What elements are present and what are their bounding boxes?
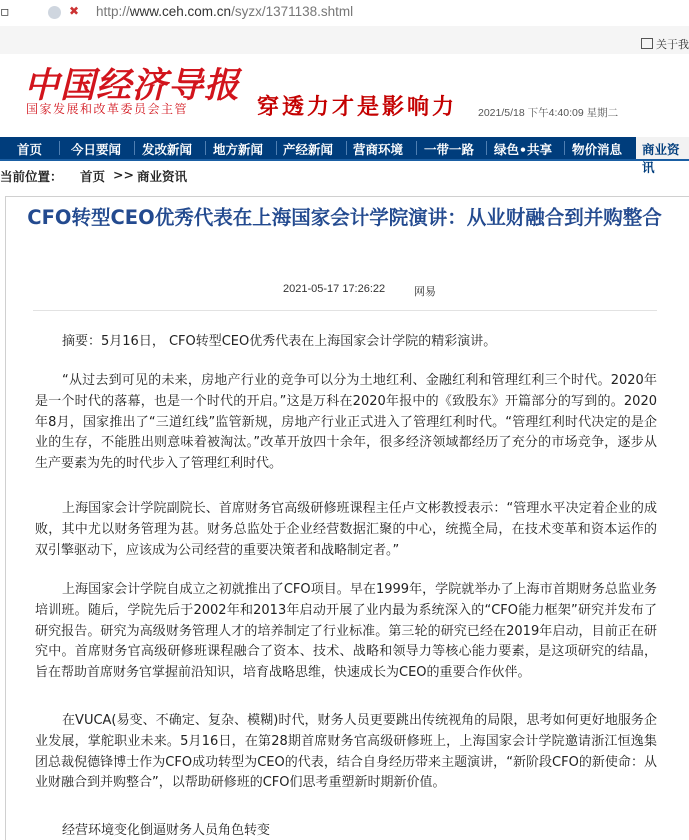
article-paragraph: “从过去到可见的未来，房地产行业的竞争可以分为土地红利、金融红利和管理红利三个时代。2020年是一个时代的落幕，也是一个时代的开启。”这是万科在2020年报中的《致股东》开篇部分的写到的。2020年8月，国家推出了“三道红线”监管新规，房地产行业正式进入了管理红利时代。“管理红利时代决定的是企业的生存，不能胜出则意味着被淘汰。”改革开放四十余年，很多经济领域都经历了充分的市场竞争，逐步从生产要素为先的时代步入了管理红利时代。 (35, 373, 657, 472)
main-nav (0, 137, 689, 175)
nav-separator (134, 141, 135, 155)
url-path: /syzx/1371138.shtml (231, 4, 354, 19)
url-prefix: http:// (96, 4, 130, 19)
nav-separator (564, 141, 565, 155)
article-paragraph: 上海国家会计学院自成立之初就推出了CFO项目。早在1999年，学院就举办了上海市首期财务总监业务培训班。随后，学院先后于2002年和2013年启动开展了业内最为系统深入的“CFO能力框架”研究并发布了研究报告。研究为高级财务管理人才的培养制定了行业标准。第三轮的研究已经在2019年启动，目前正在研究中。首席财务官高级研修班课程融合了资本、技术、战略和领导力等核心能力要素，是这项研究的结晶，旨在帮助首席财务官掌握前沿知识，培育战略思维，快速成长为CEO的重要合作伙伴。 (35, 582, 657, 681)
nav-separator (416, 141, 417, 155)
site-logo[interactable]: 中国经济导报 (24, 65, 241, 106)
breadcrumb-separator: >> (113, 167, 134, 182)
about-us-link[interactable] (641, 36, 689, 52)
nav-item-headlines[interactable]: 今日要闻 (71, 142, 122, 157)
article-subheading: 经营环境变化倒逼财务人员角色转变 (62, 823, 271, 838)
nav-item-ndrc-news[interactable]: 发改新闻 (142, 142, 193, 157)
url-text[interactable] (96, 4, 353, 19)
site-header (0, 54, 689, 132)
nav-separator (205, 141, 206, 155)
article-title: CFO转型CEO优秀代表在上海国家会计学院演讲：从业财融合到并购整合 (27, 206, 662, 229)
title-divider (33, 310, 657, 311)
breadcrumb (0, 165, 689, 187)
breadcrumb-current-link[interactable]: 商业资讯 (137, 169, 188, 184)
top-utility-bar (0, 26, 689, 54)
current-datetime: 2021/5/18 下午4:40:09 星期二 (478, 107, 619, 119)
menu-icon[interactable]: ▫ (0, 4, 10, 20)
article-source: 网易 (414, 286, 436, 298)
about-label: 关于我 (656, 39, 689, 51)
nav-item-business-info[interactable]: 商业资讯 (636, 137, 689, 159)
nav-item-local-news[interactable]: 地方新闻 (213, 142, 264, 157)
nav-separator (486, 141, 487, 155)
nav-separator (276, 141, 277, 155)
not-secure-icon[interactable]: ✖ (69, 4, 80, 18)
breadcrumb-home-link[interactable]: 首页 (80, 169, 106, 184)
nav-item-industry-news[interactable]: 产经新闻 (283, 142, 334, 157)
nav-separator (346, 141, 347, 155)
logo-subtitle: 国家发展和改革委员会主管 (26, 102, 189, 116)
site-slogan: 穿透力才是影响力 (257, 94, 458, 120)
article-date: 2021-05-17 17:26:22 (283, 283, 386, 295)
article-summary: 摘要：5月16日， CFO转型CEO优秀代表在上海国家会计学院的精彩演讲。 (62, 334, 497, 349)
article-paragraph: 在VUCA(易变、不确定、复杂、模糊)时代，财务人员更要跳出传统视角的局限，思考如何更好地服务企业发展，掌舵职业未来。5月16日，在第28期首席财务官高级研修班上，上海国家会计学院邀请浙江恒逸集团总裁倪德锋博士作为CFO成功转型为CEO的代表，结合自身经历带来主题演讲，“新阶段CFO的新使命：从业财融合到并购整合”，以帮助研修班的CFO们思考重塑新时期新价值。 (35, 713, 657, 791)
nav-item-business-env[interactable]: 营商环境 (353, 142, 404, 157)
window-icon (641, 38, 653, 49)
breadcrumb-label: 当前位置： (0, 169, 63, 184)
nav-item-green-share[interactable]: 绿色•共享 (494, 142, 552, 157)
url-domain: www.ceh.com.cn (129, 4, 232, 19)
nav-item-belt-road[interactable]: 一带一路 (424, 142, 475, 157)
site-info-icon[interactable] (48, 6, 61, 19)
nav-item-home[interactable]: 首页 (17, 142, 43, 157)
article-paragraph: 上海国家会计学院副院长、首席财务官高级研修班课程主任卢文彬教授表示：“管理水平决定着企业的成败，其中尤以财务管理为甚。财务总监处于企业经营数据汇聚的中心，统揽全局，在技术变革和资本运作的双引擎驱动下，应该成为公司经营的重要决策者和战略制定者。” (35, 501, 657, 558)
nav-item-price-news[interactable]: 物价消息 (572, 142, 623, 157)
address-bar[interactable] (0, 0, 689, 27)
nav-separator (59, 141, 60, 155)
